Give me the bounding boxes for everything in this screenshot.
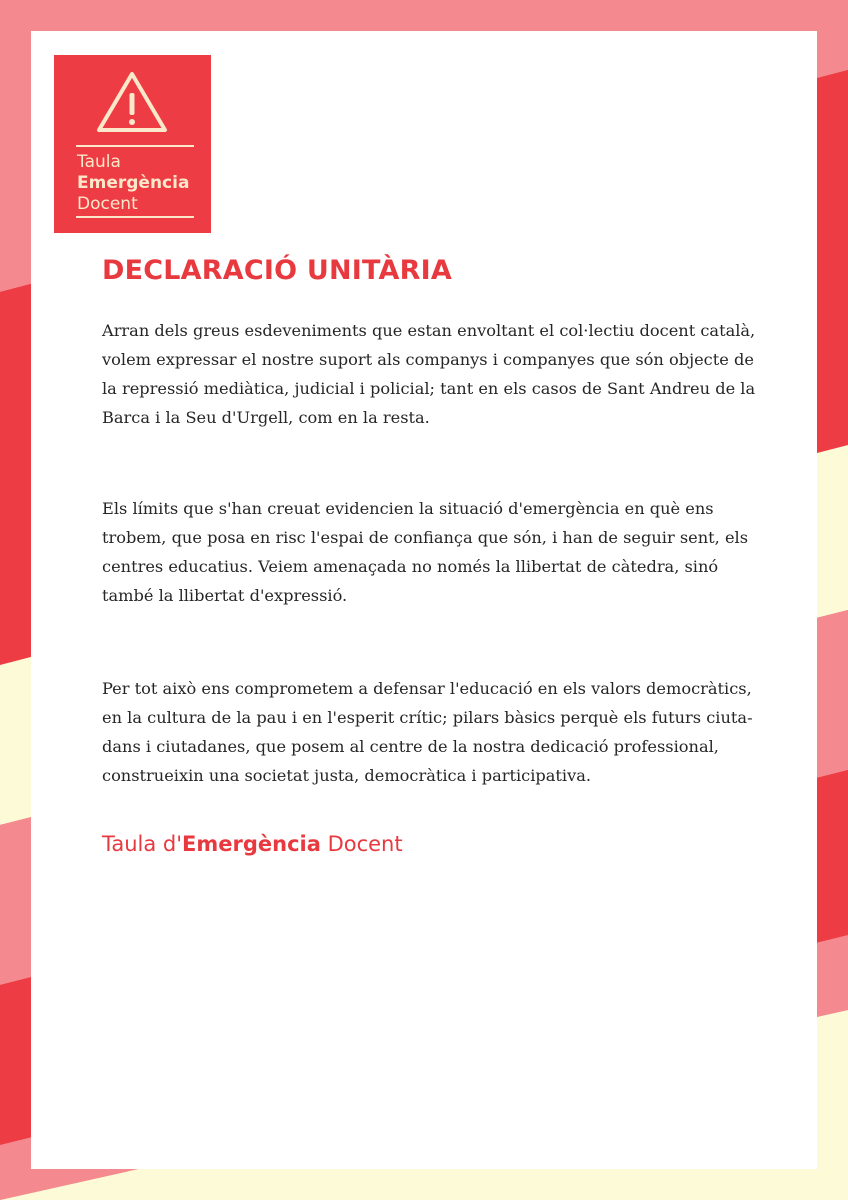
- logo-text-line3: Docent: [77, 194, 138, 214]
- paragraph-line: Per tot això ens comprometem a defensar l'educació en els valors democràtics,: [102, 679, 752, 698]
- paragraph-1: [102, 316, 792, 432]
- paragraph-line: volem expressar el nostre suport als companys i companyes que són objecte de: [102, 350, 754, 369]
- paragraph-2: [102, 494, 792, 610]
- document-page: [31, 31, 817, 1169]
- paragraph-line: centres educatius. Veiem amenaçada no només la llibertat de càtedra, sinó: [102, 557, 719, 576]
- paragraph-line: Arran dels greus esdeveniments que estan envoltant el col·lectiu docent català,: [102, 321, 756, 340]
- paragraph-line: en la cultura de la pau i en l'esperit crític; pilars bàsics perquè els futurs ciuta-: [102, 708, 753, 727]
- signature-pre: Taula d': [102, 832, 183, 856]
- signature-bold: Emergència: [182, 832, 321, 856]
- logo: [54, 55, 211, 233]
- warning-triangle-icon: [94, 69, 170, 135]
- paragraph-line: dans i ciutadanes, que posem al centre de la nostra dedicació professional,: [102, 737, 719, 756]
- logo-bottom-rule: [76, 216, 194, 218]
- paragraph-line: construeixin una societat justa, democràtica i participativa.: [102, 766, 592, 785]
- paragraph-line: també la llibertat d'expressió.: [102, 586, 348, 605]
- logo-top-rule: [76, 145, 194, 147]
- page-title: DECLARACIÓ UNITÀRIA: [102, 255, 452, 286]
- paragraph-3: [102, 674, 792, 790]
- logo-text-line2: Emergència: [77, 173, 190, 193]
- logo-text-line1: Taula: [77, 152, 121, 172]
- paragraph-line: la repressió mediàtica, judicial i policial; tant en els casos de Sant Andreu de la: [102, 379, 756, 398]
- paragraph-line: Els límits que s'han creuat evidencien la situació d'emergència en què ens: [102, 499, 714, 518]
- signature-post: Docent: [320, 832, 403, 856]
- signature: [102, 832, 403, 856]
- paragraph-line: Barca i la Seu d'Urgell, com en la resta.: [102, 408, 430, 427]
- paragraph-line: trobem, que posa en risc l'espai de confiança que són, i han de seguir sent, els: [102, 528, 749, 547]
